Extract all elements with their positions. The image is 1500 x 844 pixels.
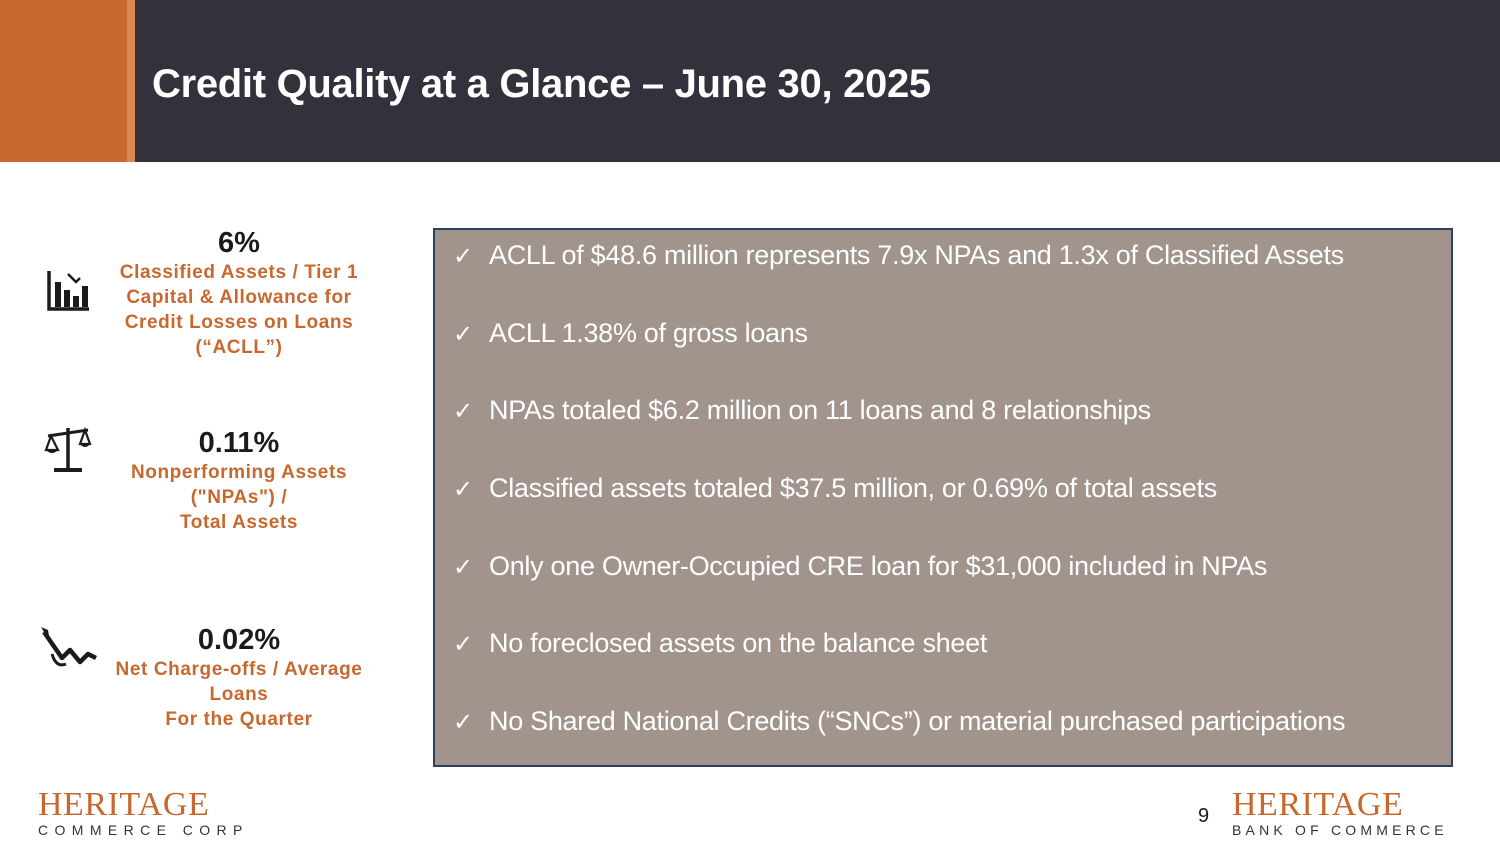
bullet-item (453, 240, 1344, 271)
heritage-bank-of-commerce-logo: HERITAGE BANK OF COMMERCE (1232, 786, 1448, 838)
checkmark-icon: ✓ (453, 708, 473, 736)
metric-label: Net Charge-offs / Average Loans For the Quarter (115, 659, 363, 730)
bullet-text: Only one Owner-Occupied CRE loan for $31,000 included in NPAs (489, 551, 1268, 581)
scale-icon (44, 424, 92, 474)
heritage-commerce-corp-logo: HERITAGE COMMERCE CORP (38, 786, 249, 838)
header-accent-block (0, 0, 127, 162)
metric-value: 6% (218, 227, 260, 259)
header-bar (0, 0, 1500, 162)
checkmark-icon: ✓ (453, 475, 473, 503)
checkmark-icon: ✓ (453, 320, 473, 348)
page-number: 9 (1198, 805, 1210, 827)
bullet-text: Classified assets totaled $37.5 million, or 0.69% of total assets (489, 473, 1217, 503)
checkmark-icon: ✓ (453, 397, 473, 425)
metric-net-charge-offs (110, 624, 368, 732)
bullet-text: NPAs totaled $6.2 million on 11 loans and 8 relationships (489, 395, 1151, 425)
bullet-text: ACLL of $48.6 million represents 7.9x NPAs and 1.3x of Classified Assets (489, 240, 1344, 270)
bullet-item (453, 706, 1345, 737)
bullet-item (453, 395, 1151, 426)
checkmark-icon: ✓ (453, 630, 473, 658)
bullet-item (453, 628, 987, 659)
bullet-text: ACLL 1.38% of gross loans (489, 318, 808, 348)
bar-chart-icon (46, 268, 90, 312)
metric-npas (110, 427, 368, 535)
header-accent-edge (127, 0, 135, 162)
metric-label: Nonperforming Assets ("NPAs") / Total Assets (130, 462, 348, 533)
page-title: Credit Quality at a Glance – June 30, 2025 (152, 62, 931, 106)
highlights-panel (433, 228, 1453, 767)
bullet-item (453, 473, 1217, 504)
metric-classified-assets (110, 227, 368, 360)
bullet-item (453, 551, 1267, 582)
bullet-text: No Shared National Credits (“SNCs”) or material purchased participations (489, 706, 1346, 736)
checkmark-icon: ✓ (453, 553, 473, 581)
bullet-text: No foreclosed assets on the balance sheet (489, 628, 988, 658)
bullet-item (453, 318, 808, 349)
metric-value: 0.02% (197, 624, 281, 656)
downtrend-arrow-icon (38, 624, 98, 672)
checkmark-icon: ✓ (453, 242, 473, 270)
metric-value: 0.11% (198, 427, 280, 459)
metric-label: Classified Assets / Tier 1 Capital & Allowance for Credit Losses on Loans (“ACLL”) (119, 262, 359, 358)
